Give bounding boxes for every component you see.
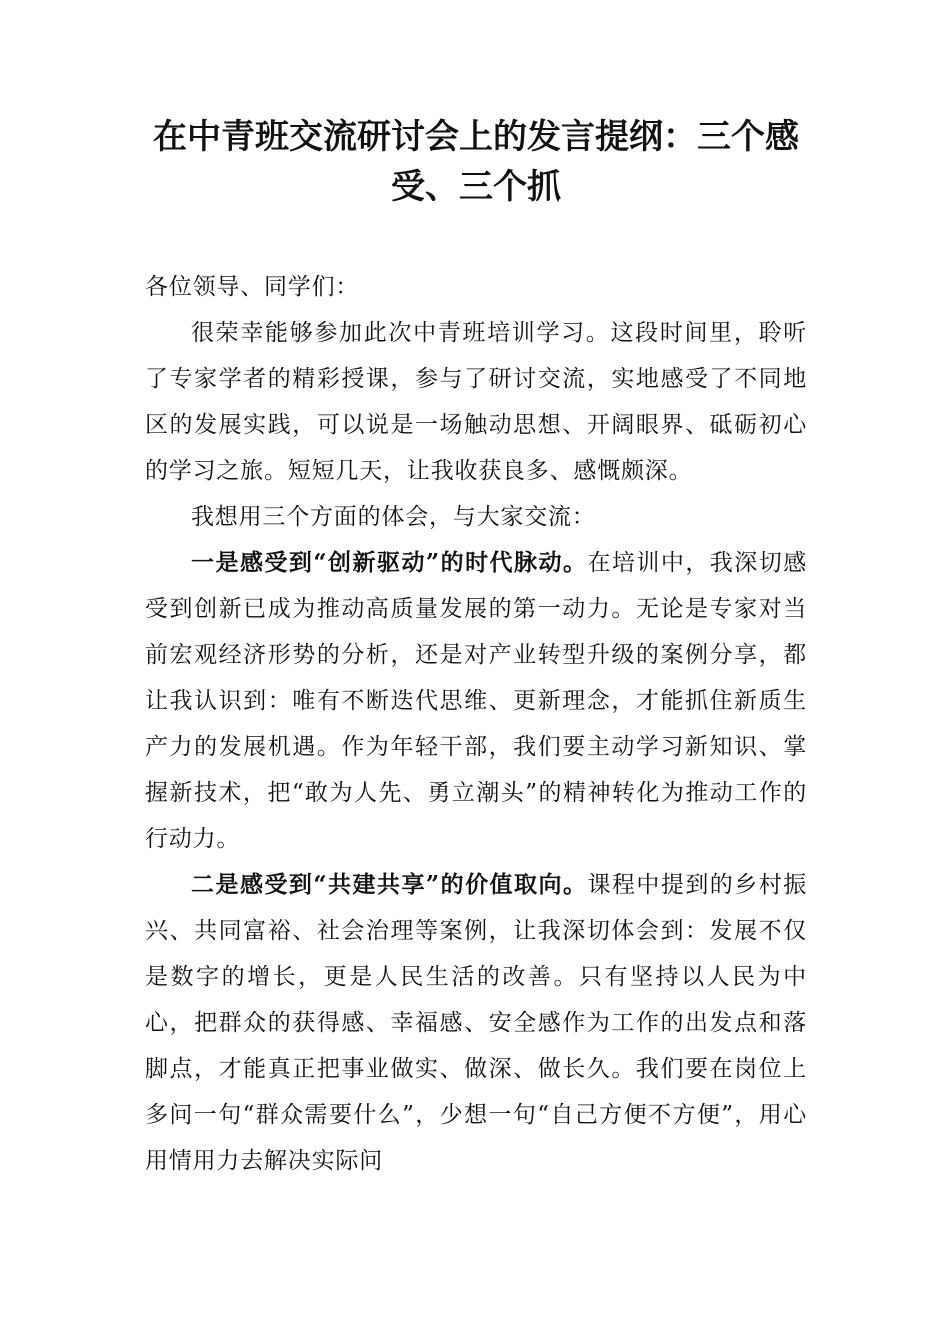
- paragraph-transition: [145, 494, 807, 540]
- paragraph-text: 我想用三个方面的体会，与大家交流：: [191, 504, 596, 530]
- paragraph-text: 很荣幸能够参加此次中青班培训学习。这段时间里，聆听了专家学者的精彩授课，参与了研讨交流，实地感受了不同地区的发展实践，可以说是一场触动思想、开阔眼界、砥砺初心的学习之旅。短短几天，让我收获良多、感慨颇深。: [145, 320, 807, 484]
- paragraph-point-two: [145, 862, 807, 1184]
- paragraph-point-one: [145, 540, 807, 862]
- paragraph-text: 课程中提到的乡村振兴、共同富裕、社会治理等案例，让我深切体会到：发展不仅是数字的增长，更是人民生活的改善。只有坚持以人民为中心，把群众的获得感、幸福感、安全感作为工作的出发点和落脚点，才能真正把事业做实、做深、做长久。我们要在岗位上多问一句“群众需要什么”，少想一句“自己方便不方便”，用心用情用力去解决实际问: [145, 872, 808, 1174]
- paragraph-lead-heading: 一是感受到“创新驱动”的时代脉动。: [191, 549, 588, 576]
- paragraph-intro: [145, 310, 807, 494]
- document-body: [145, 264, 807, 1184]
- paragraph-text: 在培训中，我深切感受到创新已成为推动高质量发展的第一动力。无论是专家对当前宏观经济形势的分析，还是对产业转型升级的案例分享，都让我认识到：唯有不断迭代思维、更新理念，才能抓住新质生产力的发展机遇。作为年轻干部，我们要主动学习新知识、掌握新技术，把“敢为人先、勇立潮头”的精神转化为推动工作的行动力。: [145, 550, 808, 852]
- salutation: 各位领导、同学们：: [145, 274, 360, 300]
- paragraph-lead-heading: 二是感受到“共建共享”的价值取向。: [191, 871, 588, 898]
- document-title: 在中青班交流研讨会上的发言提纲：三个感受、三个抓: [153, 117, 799, 207]
- document-page: [145, 112, 807, 1184]
